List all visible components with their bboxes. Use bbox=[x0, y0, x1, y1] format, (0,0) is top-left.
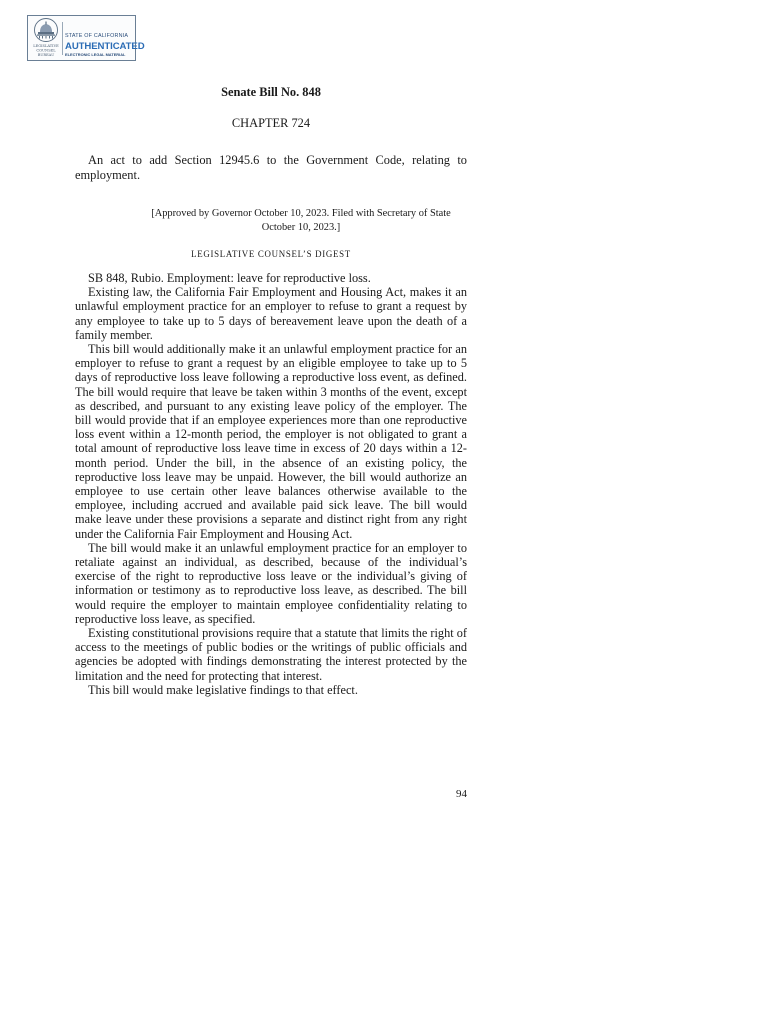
svg-text:LEGISLATIVE: LEGISLATIVE bbox=[33, 44, 59, 48]
authenticated-badge bbox=[27, 15, 145, 61]
digest-heading: LEGISLATIVE COUNSEL’S DIGEST bbox=[191, 249, 351, 259]
bill-title: Senate Bill No. 848 bbox=[221, 85, 321, 99]
badge-divider bbox=[62, 22, 63, 55]
svg-text:BUREAU: BUREAU bbox=[37, 53, 55, 57]
digest-paragraph: The bill would make it an unlawful employment practice for an employer to retaliate against an individual, as described, because of the individual’s exercise of the right to reproductive loss leave or the individual’s giving of information or testimony as to reproductive loss leave, as described. The bill would require the employer to maintain employee confidentiality relating to reproductive loss leave, as specified. bbox=[75, 540, 467, 626]
badge-material-label: ELECTRONIC LEGAL MATERIAL bbox=[65, 52, 126, 57]
page-number: 94 bbox=[456, 788, 467, 800]
approval-note: [Approved by Governor October 10, 2023. Filed with Secretary of State October 10, 2023.] bbox=[151, 208, 451, 233]
digest-paragraph: Existing constitutional provisions require that a statute that limits the right of access to the meetings of public bodies or the writings of public officials and agencies be adopted with findings demonstrating the interest protected by the limitation and the need for protecting that interest. bbox=[75, 626, 467, 683]
digest-paragraph: SB 848, Rubio. Employment: leave for reproductive loss. bbox=[88, 271, 371, 285]
digest-body bbox=[75, 271, 467, 697]
digest-paragraph: This bill would make legislative findings to that effect. bbox=[88, 682, 358, 697]
capitol-seal-icon bbox=[31, 17, 61, 59]
act-description: An act to add Section 12945.6 to the Government Code, relating to employment. bbox=[75, 153, 467, 182]
digest-paragraph: Existing law, the California Fair Employment and Housing Act, makes it an unlawful employment practice for an employer to refuse to grant a request by any employee to take up to 5 days of bereavement leave upon the death of a family member. bbox=[75, 285, 467, 342]
badge-state-label: STATE OF CALIFORNIA bbox=[65, 33, 129, 39]
chapter-label: CHAPTER 724 bbox=[231, 116, 311, 130]
svg-text:COUNSEL: COUNSEL bbox=[36, 48, 56, 53]
digest-paragraph: This bill would additionally make it an unlawful employment practice for an employer to refuse to grant a request by an eligible employee to take up to 5 days of reproductive loss leave following a reproductive loss event, as defined. The bill would require that leave be taken within 3 months of the event, except as described, and pursuant to any existing leave policy of the employer. The bill would provide that if an employee experiences more than one reproductive loss event within a 12-month period, the employer is not obligated to grant a total amount of reproductive loss leave time in excess of 20 days within a 12-month period. Under the bill, in the absence of an existing policy, the reproductive loss leave may be unpaid. However, the bill would authorize an employee to use certain other leave balances otherwise available to the employee, including accrued and available paid sick leave. The bill would make leave under these provisions a separate and distinct right from any right under the California Fair Employment and Housing Act. bbox=[75, 342, 467, 541]
badge-authenticated-label: AUTHENTICATED bbox=[65, 40, 145, 52]
